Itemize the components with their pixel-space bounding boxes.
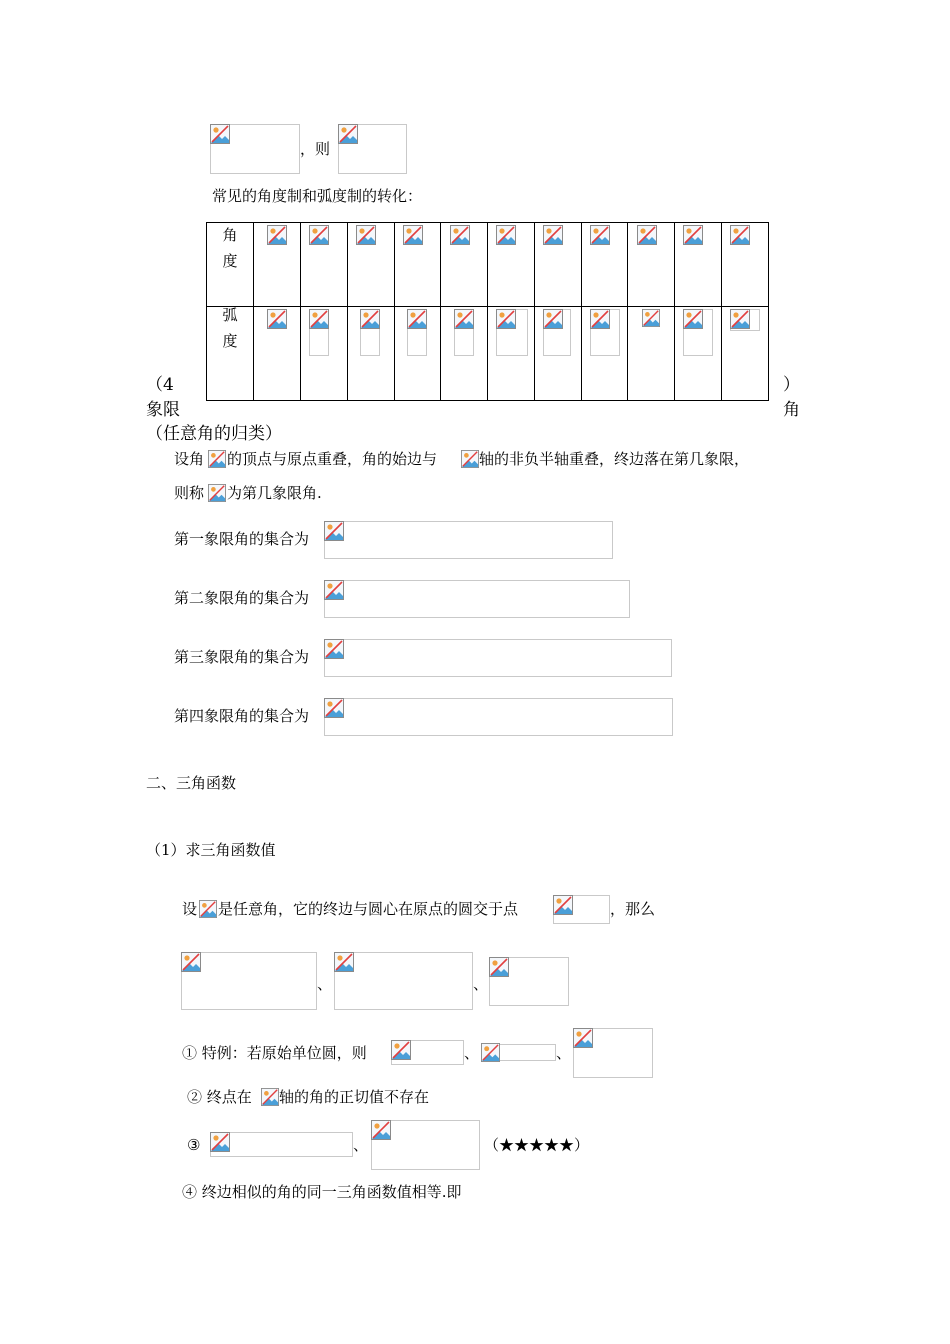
degree-value-icon [356, 225, 376, 245]
def-text-a: 设 [182, 900, 198, 918]
quadrant-desc-1c: 轴的非负半轴重叠，终边落在第几象限， [479, 450, 750, 468]
side-left-a: （4 [146, 375, 174, 395]
alpha-icon [199, 900, 217, 918]
separator: 、 [317, 975, 333, 993]
set-q3-box [324, 639, 672, 677]
row-label-degree: 角 度 [222, 226, 238, 270]
degree-value-icon [590, 225, 610, 245]
broken-image-icon [489, 957, 509, 977]
def-text-c: ，那么 [610, 900, 656, 918]
row-label-radian: 弧 度 [222, 306, 238, 350]
def-text-b: 是任意角，它的终边与圆心在原点的圆交于点 [218, 900, 519, 918]
broken-image-icon [210, 1132, 230, 1152]
item2-text-a: ② 终点在 [187, 1088, 252, 1106]
quadrant-desc-1b: 的顶点与原点重叠，角的始边与 [227, 450, 438, 468]
degree-value-icon [730, 225, 750, 245]
broken-image-icon [481, 1043, 500, 1062]
radian-value-icon [590, 309, 610, 329]
degree-value-icon [267, 225, 287, 245]
broken-image-icon [553, 895, 573, 915]
side-right-a: ） [783, 375, 800, 395]
degree-value-icon [543, 225, 563, 245]
item2-text-b: 轴的角的正切值不存在 [279, 1088, 430, 1106]
broken-image-icon [573, 1028, 593, 1048]
importance-stars: （★★★★★） [484, 1136, 590, 1154]
broken-image-icon [334, 952, 354, 972]
alpha-icon [208, 450, 226, 468]
alpha-icon [208, 484, 226, 502]
quadrant-desc-2b: 为第几象限角. [227, 484, 322, 502]
set-q4-box [324, 698, 673, 736]
broken-image-icon [371, 1120, 391, 1140]
broken-image-icon [324, 521, 344, 541]
special-case-text: ① 特例：若原始单位圆，则 [182, 1044, 367, 1062]
sin-formula-box [181, 952, 317, 1010]
set-q3-label: 第三象限角的集合为 [174, 648, 310, 666]
side-right-b: 角 [783, 400, 800, 420]
x-axis-icon [461, 450, 479, 468]
broken-image-icon [181, 952, 201, 972]
separator: 、 [556, 1044, 572, 1062]
separator: 、 [353, 1136, 369, 1154]
broken-image-icon [324, 639, 344, 659]
quadrant-desc-2a: 则称 [174, 484, 205, 502]
radian-value-icon [496, 309, 516, 329]
side-left-b: 象限 [146, 400, 180, 420]
set-q4-label: 第四象限角的集合为 [174, 707, 310, 725]
degree-value-icon [403, 225, 423, 245]
degree-value-icon [683, 225, 703, 245]
broken-image-icon [338, 124, 358, 144]
broken-image-icon [324, 698, 344, 718]
radian-value-icon [730, 309, 750, 329]
cos-formula-box [334, 952, 473, 1010]
conversion-table [206, 222, 769, 401]
set-q1-box [324, 521, 613, 559]
item3-marker: ③ [187, 1136, 201, 1154]
radian-value-icon [543, 309, 563, 329]
broken-image-icon [210, 124, 230, 144]
separator: 、 [464, 1044, 480, 1062]
identity-box-1 [210, 1132, 353, 1157]
quadrant-desc-1a: 设角 [174, 450, 205, 468]
radian-value-icon [267, 309, 287, 329]
degree-value-icon [496, 225, 516, 245]
degree-value-icon [450, 225, 470, 245]
broken-image-icon [324, 580, 344, 600]
set-q2-label: 第二象限角的集合为 [174, 589, 310, 607]
y-axis-icon [261, 1088, 279, 1106]
degree-value-icon [637, 225, 657, 245]
radian-value-icon [309, 309, 329, 329]
broken-image-icon [391, 1040, 411, 1060]
quadrant-title: （任意角的归类） [146, 424, 282, 444]
section-2-heading: 二、三角函数 [146, 774, 237, 792]
subsection-1-heading: （1）求三角函数值 [146, 841, 276, 859]
radian-value-icon [360, 309, 380, 329]
degree-value-icon [309, 225, 329, 245]
radian-value-icon [454, 309, 474, 329]
item4-text: ④ 终边相似的角的同一三角函数值相等.即 [182, 1183, 462, 1201]
set-q2-box [324, 580, 630, 618]
set-q1-label: 第一象限角的集合为 [174, 530, 310, 548]
conversion-intro: 常见的角度制和弧度制的转化： [212, 187, 423, 205]
separator: 、 [473, 975, 489, 993]
radian-value-icon [642, 309, 660, 327]
radian-value-icon [407, 309, 427, 329]
radian-value-icon [683, 309, 703, 329]
then-text: ，则 [300, 140, 331, 158]
